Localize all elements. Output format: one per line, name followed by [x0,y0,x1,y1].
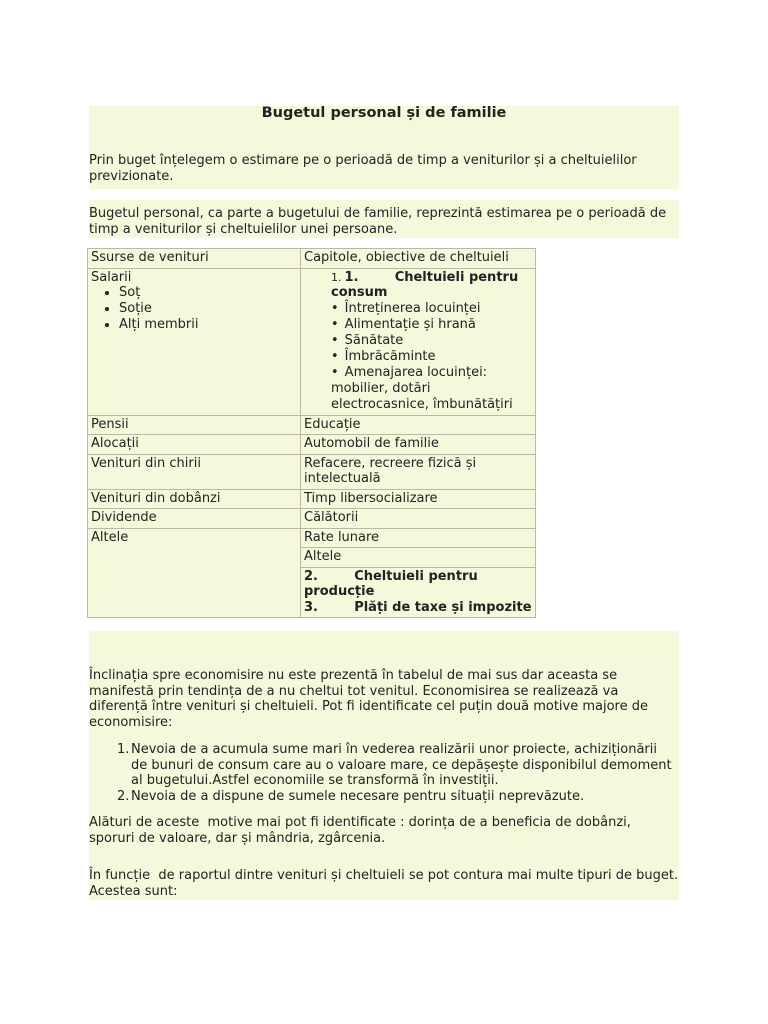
table-row [88,454,536,489]
table-row [88,489,536,509]
taxes-heading: 3. Plăți de taxe și impozite [304,599,532,615]
salary-label: Salarii [91,269,132,285]
list-item: • Sănătate [331,333,532,349]
category-number: 1. [331,270,342,284]
expense-cell: Călătorii [301,509,536,529]
category-title: 1. Cheltuieli pentru consum [331,269,523,300]
list-item: • Întreținerea locuinței [331,301,532,317]
list-item [117,789,677,805]
motives-list [117,742,677,804]
expense-cell: Altele [301,548,536,568]
list-number: 1. [117,742,130,757]
table-row [88,435,536,455]
besides-paragraph: Alături de aceste motive mai pot fi identificate : dorința de a beneficia de dobânzi, sporuri de valoare, dar și mândria, zgârcenia. [89,815,636,846]
header-income: Ssurse de venituri [88,249,301,269]
income-cell: Venituri din chirii [88,454,301,489]
table-row [88,528,536,548]
header-expenses: Capitole, obiective de cheltuieli [301,249,536,269]
income-cell: Venituri din dobânzi [88,489,301,509]
list-item: • Amenajarea locuinței: mobilier, dotări electrocasnice, îmbunătățiri [331,365,532,413]
expense-cell: Rate lunare [301,528,536,548]
page-title: Bugetul personal și de familie [261,105,507,121]
expense-cell: Refacere, recreere fizică și intelectuală [301,454,536,489]
table-row [88,415,536,435]
list-item: • Îmbrăcăminte [331,349,532,365]
expense-cell: Timp libersocializare [301,489,536,509]
other-income-cell: Altele [88,528,301,618]
types-paragraph: În funcție de raportul dintre venituri și cheltuieli se pot contura mai multe tipuri de buget. Acestea sunt: [89,868,683,899]
table-row [88,268,536,415]
list-text: Nevoia de a acumula sume mari în vederea realizării unor proiecte, achiziționării de bunuri de consum care au o valoare mare, ce depășește disponibilul demoment al bugetului.Astfel economiile se transformă în investiții. [131,742,672,788]
table-row [88,509,536,529]
income-cell: Alocații [88,435,301,455]
list-item: • Soț [119,285,297,301]
list-item [117,742,677,789]
list-item: • Alți membrii [119,317,297,333]
salary-cell [88,268,301,415]
list-item: • Alimentație și hrană [331,317,532,333]
expense-cell: Educație [301,415,536,435]
income-cell: Pensii [88,415,301,435]
consumption-cell [301,268,536,415]
list-text: Nevoia de a dispune de sumele necesare pentru situații neprevăzute. [131,788,585,804]
intro-paragraph-2: Bugetul personal, ca parte a bugetului de familie, reprezintă estimarea pe o perioadă de timp a veniturilor și cheltuielilor unei persoane. [89,206,667,237]
table-header-row [88,249,536,269]
intro-paragraph-1: Prin buget înțelegem o estimare pe o perioadă de timp a veniturilor și a cheltuielilor previzionate. [89,153,637,184]
list-number: 2. [117,788,130,804]
list-item: • Soție [119,301,297,317]
budget-table [87,248,536,618]
income-cell: Dividende [88,509,301,529]
production-heading: 2. Cheltuieli pentru producție [304,568,483,599]
expense-cell: Automobil de familie [301,435,536,455]
savings-paragraph: Înclinația spre economisire nu este prezentă în tabelul de mai sus dar aceasta se manifestă prin tendința de a nu cheltui tot venitul. Economisirea se realizează va diferență între venituri și cheltuieli. Pot fi identificate cel puțin două motive majore de economisire: [89,668,648,730]
production-taxes-cell [301,567,536,618]
